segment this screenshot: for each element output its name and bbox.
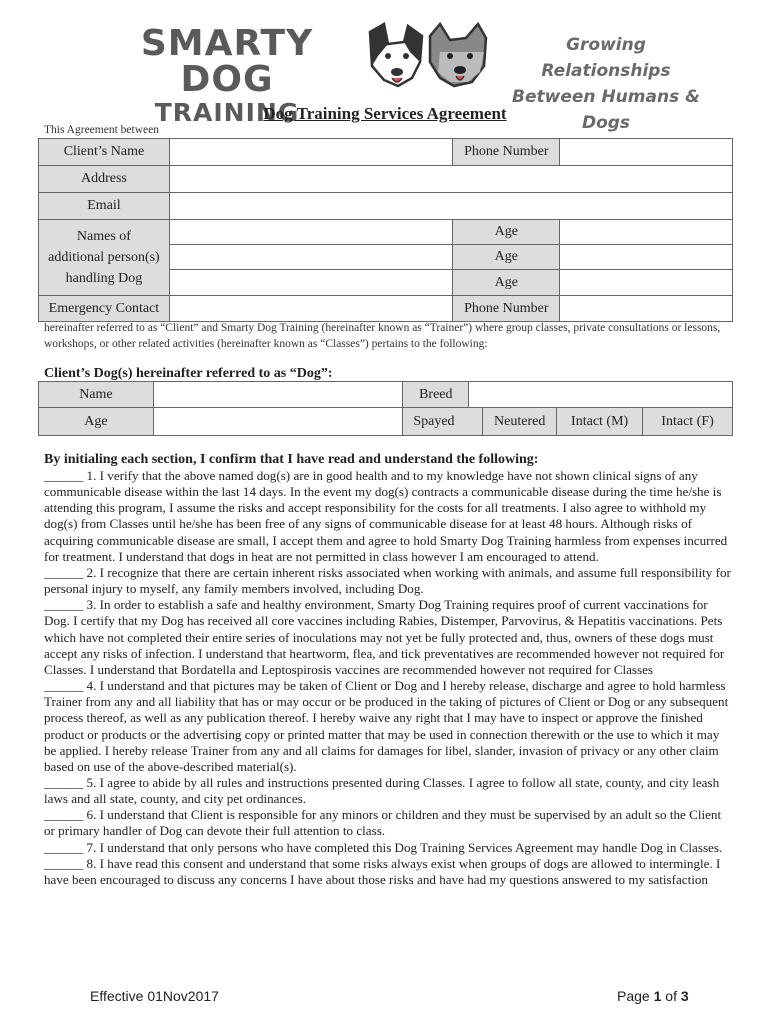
clients-name-label: Client’s Name	[39, 139, 170, 166]
age-label: Age	[453, 245, 560, 270]
page-word: Page	[617, 988, 650, 1004]
neutered-option[interactable]: Neutered	[483, 408, 557, 436]
of-word: of	[665, 988, 677, 1004]
clause-1: ______ 1. I verify that the above named dog(s) are in good health and to my knowledge have not shown clinical signs of any communicable disease within the last 14 days. In the event my dog(s) contracts a communicable disease during the time he/she is attending this program, I assume the risks and accept responsibility for the costs for all treatments. I also agree to withhold my dog(s) from Classes until he/she has been free of any signs of communicable disease for at least 48 hours. Although risks of acquiring communicable disease are small, I accept them and agree to hold Smarty Dog Training harmless from expenses incurred for treatment. I understand that dogs in heat are not permitted in class however I am encouraged to attend.	[44, 468, 728, 564]
additional-persons-label-line-1: Names of	[76, 229, 131, 244]
intact-male-option[interactable]: Intact (M)	[557, 408, 643, 436]
age-2-field[interactable]	[560, 245, 733, 270]
table-row	[39, 166, 733, 193]
spayed-option[interactable]: Spayed	[403, 408, 483, 436]
client-definition-text: hereinafter referred to as “Client” and Smarty Dog Training (hereinafter known as “Trainer”) where group classes, private consultations or lessons, workshops, or other related activities (hereinafter known as “Classes”) pertains to the following:	[44, 322, 721, 350]
address-field[interactable]	[169, 166, 732, 193]
dog-info-table	[38, 381, 733, 436]
email-label: Email	[39, 193, 170, 220]
tagline-line-1: Growing Relationships	[541, 35, 671, 81]
age-label: Age	[453, 220, 560, 245]
additional-persons-label-line-2: additional person(s)	[48, 250, 160, 265]
phone-number-field[interactable]	[560, 139, 733, 166]
table-row	[39, 382, 733, 408]
breed-label: Breed	[403, 382, 469, 408]
page-number	[617, 988, 689, 1004]
email-field[interactable]	[169, 193, 732, 220]
age-label: Age	[453, 270, 560, 296]
tagline-line-2: Between Humans & Dogs	[512, 87, 700, 133]
intact-female-option[interactable]: Intact (F)	[643, 408, 733, 436]
table-row	[39, 408, 733, 436]
address-label: Address	[39, 166, 170, 193]
additional-persons-label	[39, 220, 170, 296]
phone-number-label: Phone Number	[453, 139, 560, 166]
emergency-contact-field[interactable]	[169, 296, 453, 322]
additional-person-1-field[interactable]	[169, 220, 453, 245]
logo-line-2: TRAINING	[154, 98, 300, 127]
page-title: Dog Training Services Agreement	[263, 104, 507, 123]
page-current: 1	[653, 988, 662, 1004]
client-info-table	[38, 138, 733, 322]
table-row	[39, 139, 733, 166]
additional-person-3-field[interactable]	[169, 270, 453, 296]
clause-4: ______ 4. I understand and that pictures may be taken of Client or Dog and I hereby release, discharge and agree to hold harmless Trainer from any and all liability that has or may occur or be produced in the taking of pictures of Client or Dog or any subsequent process thereof, as well as any publication thereof. I hereby waive any right that I may have to inspect or approve the finished product or products or the advertising copy or printed matter that may be used in connection therewith or the use to which it may be applied. I hereby release Trainer from any and all claims for damages for libel, slander, invasion of privacy or any other claim based on use of the above-described material(s).	[44, 678, 729, 774]
table-row	[39, 193, 733, 220]
dog-section-heading: Client’s Dog(s) hereinafter referred to as “Dog”:	[44, 366, 333, 381]
emergency-phone-field[interactable]	[560, 296, 733, 322]
breed-field[interactable]	[469, 382, 733, 408]
agreement-intro: This Agreement between	[44, 124, 159, 136]
clause-2: ______ 2. I recognize that there are certain inherent risks associated when working with animals, and assume full responsibility for personal injury to myself, any family members involved, including Dog.	[44, 564, 731, 597]
dog-age-field[interactable]	[153, 408, 402, 436]
clause-5: ______ 5. I agree to abide by all rules and instructions presented during Classes. I agree to follow all state, county, and city leash laws and all state, county, and city pet ordinances.	[44, 774, 720, 807]
agreement-clauses	[44, 468, 734, 888]
emergency-contact-label: Emergency Contact	[39, 296, 170, 322]
emergency-phone-label: Phone Number	[453, 296, 560, 322]
table-row	[39, 220, 733, 245]
dog-name-label: Name	[39, 382, 154, 408]
clients-name-field[interactable]	[169, 139, 453, 166]
additional-person-2-field[interactable]	[169, 245, 453, 270]
clause-8: ______ 8. I have read this consent and understand that some risks always exist when groups of dogs are allowed to intermingle. I have been encouraged to discuss any concerns I have about those risks and have had my questions answered to my satisfaction	[44, 855, 721, 887]
clause-6: ______ 6. I understand that Client is responsible for any minors or children and they must be supervised by an adult so the Client or primary handler of Dog can devote their full attention to class.	[44, 807, 722, 839]
table-row	[39, 296, 733, 322]
confirm-heading: By initialing each section, I confirm that I have read and understand the following:	[44, 452, 539, 467]
effective-date: Effective 01Nov2017	[90, 988, 219, 1004]
age-3-field[interactable]	[560, 270, 733, 296]
clause-3: ______ 3. In order to establish a safe and healthy environment, Smarty Dog Training requires proof of current vaccinations for Dog. I certify that my Dog has received all core vaccines including Rabies, Distemper, Parvovirus, & Hepatitis vaccinations. Pets which have not completed their entire series of inoculations may not yet be fully protected and, thus, owners of these dogs must accept any risks of infection. I understand that heartworm, flea, and tick preventatives are recommended however not required for Classes. I understand that Bordatella and Leptospirosis vaccines are recommended however not required for Classes	[44, 597, 725, 677]
additional-persons-label-line-3: handling Dog	[65, 271, 143, 286]
dog-age-label: Age	[39, 408, 154, 436]
dog-faces-logo-icon	[364, 22, 494, 90]
logo-line-1: SMARTY DOG	[140, 23, 314, 100]
dog-name-field[interactable]	[153, 382, 402, 408]
age-1-field[interactable]	[560, 220, 733, 245]
page-total: 3	[680, 988, 689, 1004]
clause-7: ______ 7. I understand that only persons who have completed this Dog Training Services Agreement may handle Dog in Classes.	[44, 839, 723, 855]
